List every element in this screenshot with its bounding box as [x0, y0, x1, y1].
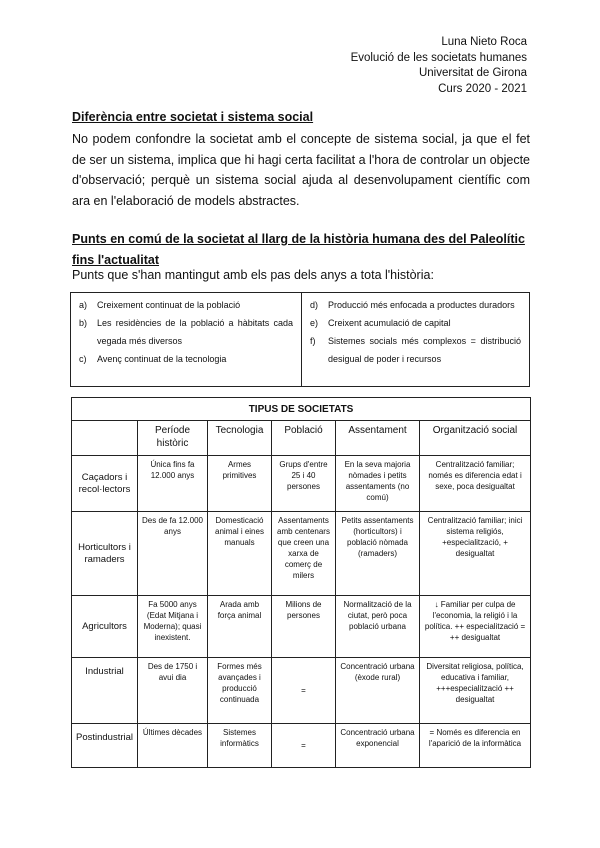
column-header: Període històric [138, 421, 208, 456]
table-cell: Fa 5000 anys (Edat Mitjana i Moderna); quasi inexistent. [138, 596, 208, 658]
point-text: Sistemes socials més complexos = distribució desigual de poder i recursos [328, 336, 521, 364]
table-cell: Des de fa 12.000 anys [138, 512, 208, 596]
table-cell: Armes primitives [208, 456, 272, 512]
point-marker: c) [79, 354, 87, 364]
points-left-column [71, 293, 302, 386]
table-cell: Milions de persones [272, 596, 336, 658]
section1-title: Diferència entre societat i sistema social [72, 110, 314, 124]
point-text: Producció més enfocada a productes duradors [328, 300, 515, 310]
table-cell: Assentaments amb centenars que creen una xarxa de comerç de milers [272, 512, 336, 596]
column-header: Assentament [336, 421, 420, 456]
column-header: Tecnologia [208, 421, 272, 456]
column-header: Organització social [420, 421, 531, 456]
table-cell: Domesticació animal i eines manuals [208, 512, 272, 596]
point-marker: f) [310, 336, 316, 346]
document-header [351, 35, 527, 97]
table-cell: = Només es diferencia en l'aparició de la informàtica [420, 724, 531, 768]
section2-intro: Punts que s'han mantingut amb els pas dels anys a tota l'història: [72, 268, 434, 282]
table-cell: Concentració urbana (èxode rural) [336, 658, 420, 724]
table-header-row [72, 421, 531, 456]
table-cell: Concentració urbana exponencial [336, 724, 420, 768]
table-row [72, 456, 531, 512]
point-marker: d) [310, 300, 319, 310]
row-name: Agricultors [72, 596, 138, 658]
point-item [310, 314, 521, 332]
table-row [72, 724, 531, 768]
table-cell: Centralització familiar; només es diferencia edat i sexe, poca desigualtat [420, 456, 531, 512]
table-cell: Normalització de la ciutat, però poca població urbana [336, 596, 420, 658]
course-name: Evolució de les societats humanes [350, 51, 527, 64]
column-header [72, 421, 138, 456]
point-text: Avenç continuat de la tecnologia [97, 354, 227, 364]
point-text: Creixent acumulació de capital [328, 318, 451, 328]
table-cell: Sistemes informàtics [208, 724, 272, 768]
point-marker: e) [310, 318, 319, 328]
point-item [310, 296, 521, 314]
table-cell: Grups d'entre 25 i 40 persones [272, 456, 336, 512]
row-name: Caçadors i recol·lectors [72, 456, 138, 512]
table-cell: ↓ Familiar per culpa de l'economia, la religió i la política. ++ especialització = ++ desigualtat [420, 596, 531, 658]
course-year: Curs 2020 - 2021 [438, 82, 527, 95]
table-row [72, 658, 531, 724]
point-marker: a) [79, 300, 88, 310]
point-item [79, 314, 293, 350]
societies-table [71, 397, 531, 768]
author-name: Luna Nieto Roca [441, 36, 527, 48]
row-name: Industrial [72, 658, 138, 724]
point-item [310, 332, 521, 368]
row-name: Horticultors i ramaders [72, 512, 138, 596]
table-cell: Petits assentaments (horticultors) i població nòmada (ramaders) [336, 512, 420, 596]
point-item [79, 350, 293, 368]
section2-title: Punts en comú de la societat al llarg de la història humana des del Paleolític fins l'actualitat [72, 232, 525, 267]
table-cell: = [272, 658, 336, 724]
table-cell: Últimes dècades [138, 724, 208, 768]
table-title: TIPUS DE SOCIETATS [72, 398, 531, 421]
point-item [79, 296, 293, 314]
table-cell: = [272, 724, 336, 768]
university-name: Universitat de Girona [418, 67, 527, 80]
point-text: Creixement continuat de la població [97, 300, 241, 310]
section1-paragraph: No podem confondre la societat amb el concepte de sistema social, ja que el fet de ser un sistema, implica que hi hagi certa facilitat a l'hora de controlar un objecte d'observació; perquè un sistema social ajuda al desenvolupament científic com ara en l'elaboració de models abstractes. [72, 132, 530, 208]
common-points-box [70, 292, 530, 387]
table-cell: Única fins fa 12.000 anys [138, 456, 208, 512]
table-cell: Des de 1750 i avui dia [138, 658, 208, 724]
point-marker: b) [79, 318, 88, 328]
point-text: Les residències de la població a hàbitats cada vegada més diversos [97, 318, 293, 346]
table-cell: Formes més avançades i producció continuada [208, 658, 272, 724]
column-header: Població [272, 421, 336, 456]
table-cell: En la seva majoria nòmades i petits assentaments (no comú) [336, 456, 420, 512]
table-cell: Arada amb força animal [208, 596, 272, 658]
table-cell: Centralització familiar; inici sistema religiós, +especialització, + desigualtat [420, 512, 531, 596]
table-row [72, 512, 531, 596]
points-right-column [302, 293, 529, 386]
table-row [72, 596, 531, 658]
table-cell: Diversitat religiosa, política, educativa i familiar, +++especialització ++ desigualtat [420, 658, 531, 724]
row-name: Postindustrial [72, 724, 138, 768]
